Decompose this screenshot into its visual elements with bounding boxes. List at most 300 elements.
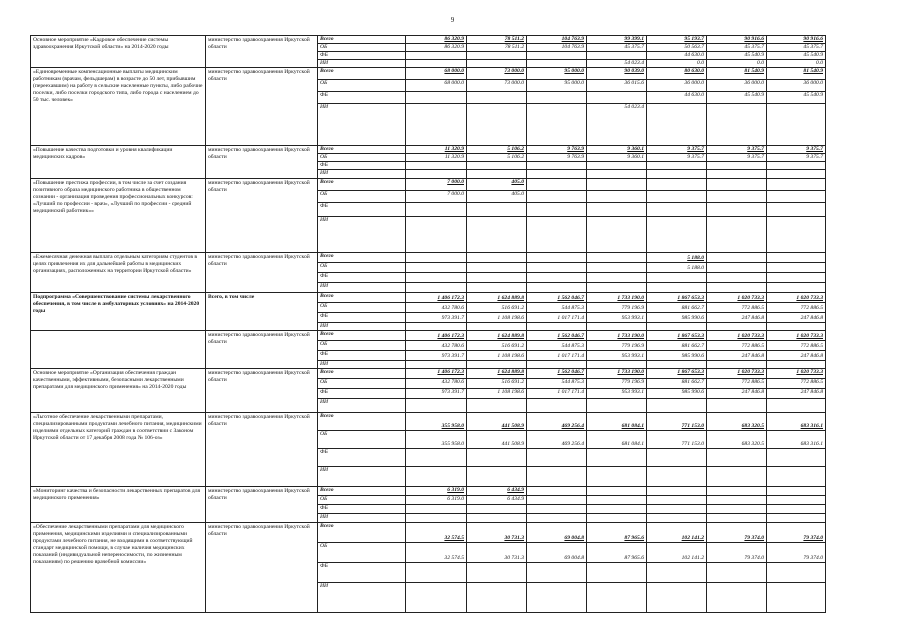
value-cell-y2018: 1 867 653.3	[647, 293, 707, 303]
value-cell-y2020	[767, 104, 826, 146]
value-cell-y2015: 405.0	[467, 179, 527, 191]
funding-source-cell: ОБ	[318, 44, 406, 52]
value-cell-y2020: 1 020 733.3	[767, 369, 826, 379]
value-cell-y2019: 772 886.5	[707, 341, 767, 351]
value-cell-y2016: 69 004.8	[527, 523, 587, 543]
value-cell-y2017: 9 360.1	[587, 154, 647, 162]
value-cell-y2018: 102 141.2	[647, 543, 707, 563]
value-cell-y2015	[467, 104, 527, 146]
value-cell-y2016: 469 256.4	[527, 413, 587, 431]
table-row	[31, 253, 826, 263]
value-cell-y2017	[587, 496, 647, 505]
value-cell-y2017	[587, 563, 647, 583]
value-cell-y2018: 985 990.6	[647, 351, 707, 361]
value-cell-y2018: 985 990.6	[647, 389, 707, 399]
value-cell-y2015: 441 508.9	[467, 431, 527, 449]
value-cell-y2016: 95 000.0	[527, 68, 587, 80]
value-cell-y2018: 9 375.7	[647, 154, 707, 162]
funding-source-cell: ФБ	[318, 162, 406, 170]
value-cell-y2014: 7 000.0	[406, 191, 467, 203]
value-cell-y2019	[707, 263, 767, 273]
value-cell-y2016: 95 000.0	[527, 80, 587, 92]
value-cell-y2015	[467, 253, 527, 263]
value-cell-y2014: 432 780.6	[406, 379, 467, 389]
funding-source-cell: ФБ	[318, 92, 406, 104]
funding-source-cell: ОБ	[318, 154, 406, 162]
value-cell-y2019: 247 846.8	[707, 389, 767, 399]
value-cell-y2017	[587, 449, 647, 467]
value-cell-y2014: 11 320.9	[406, 146, 467, 154]
value-cell-y2015	[467, 52, 527, 60]
value-cell-y2014: 32 574.5	[406, 543, 467, 563]
value-cell-y2019: 1 020 733.3	[707, 369, 767, 379]
value-cell-y2019	[707, 191, 767, 203]
funding-source-cell: Всего	[318, 413, 406, 431]
value-cell-y2017	[587, 92, 647, 104]
value-cell-y2015: 78 511.2	[467, 44, 527, 52]
value-cell-y2019: 79 374.0	[707, 543, 767, 563]
value-cell-y2018: 5 188.0	[647, 253, 707, 263]
value-cell-y2015: 73 000.0	[467, 68, 527, 80]
value-cell-y2019	[707, 323, 767, 331]
value-cell-y2016: 104 763.9	[527, 36, 587, 44]
value-cell-y2018: 102 141.2	[647, 523, 707, 543]
value-cell-y2014: 1 406 172.3	[406, 293, 467, 303]
value-cell-y2014	[406, 399, 467, 413]
value-cell-y2015: 5 106.2	[467, 154, 527, 162]
value-cell-y2017	[587, 505, 647, 514]
value-cell-y2018: 1 867 653.3	[647, 331, 707, 341]
value-cell-y2018	[647, 162, 707, 170]
value-cell-y2017	[587, 179, 647, 191]
value-cell-y2019: 1 020 733.3	[707, 331, 767, 341]
funding-source-cell: Всего	[318, 293, 406, 303]
value-cell-y2014	[406, 361, 467, 369]
value-cell-y2016: 1 562 046.7	[527, 369, 587, 379]
funding-source-cell: Всего	[318, 146, 406, 154]
value-cell-y2016	[527, 487, 587, 496]
value-cell-y2018: 881 662.7	[647, 379, 707, 389]
value-cell-y2018: 44 630.0	[647, 52, 707, 60]
value-cell-y2020: 247 846.8	[767, 389, 826, 399]
program-name-cell: Основное мероприятие «Организация обеспечения граждан качественными, эффективными, безопасными лекарственными препаратами для медицинского применения» на 2014-2020 годы	[31, 369, 206, 413]
value-cell-y2016	[527, 449, 587, 467]
value-cell-y2019	[707, 514, 767, 523]
table-row	[31, 179, 826, 191]
funding-source-cell: ОБ	[318, 191, 406, 203]
value-cell-y2015: 6 434.9	[467, 487, 527, 496]
value-cell-y2017	[587, 487, 647, 496]
value-cell-y2018	[647, 399, 707, 413]
value-cell-y2017: 54 023.4	[587, 60, 647, 68]
funding-source-cell: ОБ	[318, 341, 406, 351]
executor-cell: министерство здравоохранения Иркутской области	[206, 36, 318, 68]
value-cell-y2017	[587, 283, 647, 293]
value-cell-y2014: 7 000.0	[406, 179, 467, 191]
value-cell-y2020: 683 316.1	[767, 413, 826, 431]
value-cell-y2014	[406, 60, 467, 68]
value-cell-y2015: 1 624 889.8	[467, 369, 527, 379]
value-cell-y2019	[707, 253, 767, 263]
value-cell-y2014	[406, 449, 467, 467]
value-cell-y2020	[767, 583, 826, 613]
value-cell-y2018: 771 153.0	[647, 413, 707, 431]
value-cell-y2019	[707, 496, 767, 505]
executor-cell: министерство здравоохранения Иркутской области	[206, 413, 318, 487]
value-cell-y2014	[406, 467, 467, 487]
table-row	[31, 369, 826, 379]
program-name-cell: «Повышение качества подготовки и уровня квалификации медицинских кадров»	[31, 146, 206, 179]
value-cell-y2016	[527, 563, 587, 583]
funding-source-cell: ИИ	[318, 514, 406, 523]
value-cell-y2014: 973 391.7	[406, 389, 467, 399]
funding-source-cell: ОБ	[318, 263, 406, 273]
value-cell-y2014	[406, 92, 467, 104]
value-cell-y2016	[527, 179, 587, 191]
funding-source-cell: ФБ	[318, 449, 406, 467]
value-cell-y2020	[767, 487, 826, 496]
value-cell-y2018	[647, 191, 707, 203]
value-cell-y2019	[707, 273, 767, 283]
value-cell-y2015	[467, 563, 527, 583]
value-cell-y2020	[767, 361, 826, 369]
value-cell-y2018	[647, 217, 707, 253]
value-cell-y2018	[647, 283, 707, 293]
value-cell-y2015	[467, 323, 527, 331]
funding-source-cell: ФБ	[318, 273, 406, 283]
value-cell-y2018: 95 193.7	[647, 36, 707, 44]
value-cell-y2014	[406, 217, 467, 253]
value-cell-y2017	[587, 514, 647, 523]
value-cell-y2014	[406, 253, 467, 263]
value-cell-y2017	[587, 361, 647, 369]
value-cell-y2017: 1 733 190.0	[587, 331, 647, 341]
value-cell-y2015: 30 731.3	[467, 543, 527, 563]
value-cell-y2020	[767, 263, 826, 273]
funding-source-cell: Всего	[318, 369, 406, 379]
value-cell-y2015: 30 731.3	[467, 523, 527, 543]
value-cell-y2020	[767, 170, 826, 179]
value-cell-y2015	[467, 92, 527, 104]
value-cell-y2015: 516 691.2	[467, 341, 527, 351]
value-cell-y2019: 247 846.8	[707, 313, 767, 323]
value-cell-y2015: 6 434.9	[467, 496, 527, 505]
value-cell-y2016: 104 763.9	[527, 44, 587, 52]
value-cell-y2019	[707, 449, 767, 467]
table-body	[31, 36, 826, 613]
value-cell-y2020	[767, 399, 826, 413]
value-cell-y2017: 779 196.9	[587, 341, 647, 351]
value-cell-y2014	[406, 263, 467, 273]
value-cell-y2015: 405.0	[467, 191, 527, 203]
value-cell-y2017: 953 993.1	[587, 313, 647, 323]
value-cell-y2017: 87 965.6	[587, 523, 647, 543]
value-cell-y2020	[767, 217, 826, 253]
value-cell-y2015	[467, 162, 527, 170]
value-cell-y2018	[647, 361, 707, 369]
value-cell-y2015: 1 108 198.6	[467, 313, 527, 323]
value-cell-y2017	[587, 323, 647, 331]
value-cell-y2019	[707, 104, 767, 146]
value-cell-y2018	[647, 323, 707, 331]
value-cell-y2016	[527, 253, 587, 263]
value-cell-y2019	[707, 505, 767, 514]
value-cell-y2015	[467, 399, 527, 413]
value-cell-y2014: 11 320.9	[406, 154, 467, 162]
executor-cell: министерство здравоохранения Иркутской области	[206, 146, 318, 179]
value-cell-y2019: 45 540.9	[707, 92, 767, 104]
value-cell-y2017: 1 733 190.0	[587, 369, 647, 379]
value-cell-y2017	[587, 467, 647, 487]
value-cell-y2014: 68 000.0	[406, 80, 467, 92]
funding-source-cell: ФБ	[318, 313, 406, 323]
value-cell-y2014: 432 780.6	[406, 341, 467, 351]
value-cell-y2018	[647, 170, 707, 179]
value-cell-y2020: 1 020 733.3	[767, 293, 826, 303]
funding-source-cell: Всего	[318, 36, 406, 44]
value-cell-y2018	[647, 583, 707, 613]
value-cell-y2014: 1 406 172.3	[406, 331, 467, 341]
value-cell-y2016: 544 875.3	[527, 341, 587, 351]
value-cell-y2015: 1 108 198.6	[467, 389, 527, 399]
value-cell-y2017: 953 993.1	[587, 389, 647, 399]
value-cell-y2017: 87 965.6	[587, 543, 647, 563]
value-cell-y2018	[647, 104, 707, 146]
value-cell-y2016: 1 017 171.4	[527, 351, 587, 361]
value-cell-y2016	[527, 263, 587, 273]
value-cell-y2019: 772 886.5	[707, 303, 767, 313]
table-row	[31, 146, 826, 154]
value-cell-y2014: 973 391.7	[406, 313, 467, 323]
value-cell-y2019: 45 375.7	[707, 44, 767, 52]
value-cell-y2016	[527, 217, 587, 253]
funding-source-cell: ИИ	[318, 399, 406, 413]
value-cell-y2016: 1 017 171.4	[527, 389, 587, 399]
funding-source-cell: ОБ	[318, 379, 406, 389]
value-cell-y2020: 79 374.0	[767, 543, 826, 563]
value-cell-y2019: 81 540.9	[707, 68, 767, 80]
value-cell-y2019	[707, 361, 767, 369]
value-cell-y2014: 86 320.9	[406, 44, 467, 52]
value-cell-y2019	[707, 179, 767, 191]
value-cell-y2017	[587, 217, 647, 253]
value-cell-y2014	[406, 52, 467, 60]
value-cell-y2014	[406, 273, 467, 283]
page-number: 9	[450, 16, 455, 24]
table-row	[31, 36, 826, 44]
value-cell-y2018	[647, 505, 707, 514]
funding-source-cell: ИИ	[318, 361, 406, 369]
value-cell-y2016	[527, 162, 587, 170]
value-cell-y2016: 9 763.9	[527, 146, 587, 154]
value-cell-y2017: 99 399.1	[587, 36, 647, 44]
value-cell-y2014: 432 780.6	[406, 303, 467, 313]
value-cell-y2020: 90 916.6	[767, 36, 826, 44]
value-cell-y2014	[406, 563, 467, 583]
value-cell-y2019: 247 846.8	[707, 351, 767, 361]
program-name-cell: «Обеспечение лекарственными препаратами для медицинского применения, медицинскими изделиями и специализированными продуктами лечебного питания, не входящими в соответствующий стандарт медицинской помощи, в случае наличия медицинских показаний (индивидуальной непереносимости, по жизненным показаниям) по решению врачебной комиссии»	[31, 523, 206, 613]
funding-source-cell: ФБ	[318, 351, 406, 361]
value-cell-y2017: 9 360.1	[587, 146, 647, 154]
value-cell-y2016	[527, 92, 587, 104]
value-cell-y2015: 1 624 889.8	[467, 331, 527, 341]
value-cell-y2016	[527, 496, 587, 505]
funding-source-cell: Всего	[318, 253, 406, 263]
funding-source-cell: ИИ	[318, 283, 406, 293]
value-cell-y2020: 36 000.0	[767, 80, 826, 92]
value-cell-y2017: 953 993.1	[587, 351, 647, 361]
value-cell-y2015: 441 508.9	[467, 413, 527, 431]
value-cell-y2019	[707, 170, 767, 179]
value-cell-y2018: 1 867 653.3	[647, 369, 707, 379]
value-cell-y2016: 69 004.8	[527, 543, 587, 563]
executor-cell: министерство здравоохранения Иркутской области	[206, 487, 318, 523]
value-cell-y2014: 68 000.0	[406, 68, 467, 80]
funding-source-cell: ОБ	[318, 543, 406, 563]
value-cell-y2016: 9 763.9	[527, 154, 587, 162]
value-cell-y2020	[767, 253, 826, 263]
value-cell-y2017	[587, 273, 647, 283]
value-cell-y2018	[647, 487, 707, 496]
value-cell-y2017: 779 196.9	[587, 379, 647, 389]
value-cell-y2019: 45 540.9	[707, 52, 767, 60]
value-cell-y2020	[767, 191, 826, 203]
funding-source-cell: ИИ	[318, 323, 406, 331]
value-cell-y2020	[767, 323, 826, 331]
value-cell-y2019: 772 886.5	[707, 379, 767, 389]
value-cell-y2018: 50 563.7	[647, 44, 707, 52]
program-name-cell	[31, 331, 206, 369]
value-cell-y2019: 79 374.0	[707, 523, 767, 543]
value-cell-y2017: 681 084.1	[587, 431, 647, 449]
value-cell-y2019: 9 375.7	[707, 146, 767, 154]
value-cell-y2015	[467, 60, 527, 68]
value-cell-y2020: 247 846.8	[767, 313, 826, 323]
value-cell-y2017	[587, 162, 647, 170]
value-cell-y2018	[647, 179, 707, 191]
value-cell-y2016	[527, 467, 587, 487]
value-cell-y2019: 90 916.6	[707, 36, 767, 44]
value-cell-y2014	[406, 104, 467, 146]
value-cell-y2017	[587, 583, 647, 613]
value-cell-y2017: 681 084.1	[587, 413, 647, 431]
value-cell-y2018: 80 630.0	[647, 68, 707, 80]
value-cell-y2015	[467, 273, 527, 283]
value-cell-y2017	[587, 52, 647, 60]
value-cell-y2015: 516 691.2	[467, 303, 527, 313]
value-cell-y2015: 5 106.2	[467, 146, 527, 154]
value-cell-y2018	[647, 449, 707, 467]
funding-source-cell: Всего	[318, 68, 406, 80]
value-cell-y2020	[767, 505, 826, 514]
value-cell-y2015	[467, 449, 527, 467]
value-cell-y2018	[647, 496, 707, 505]
program-name-cell: Подпрограмма «Совершенствование системы лекарственного обеспечения, в том числе в амбулаторных условиях» на 2014-2020 годы	[31, 293, 206, 331]
value-cell-y2020: 9 375.7	[767, 146, 826, 154]
value-cell-y2017: 90 039.0	[587, 68, 647, 80]
table-row	[31, 487, 826, 496]
value-cell-y2015	[467, 170, 527, 179]
value-cell-y2017: 54 023.4	[587, 104, 647, 146]
executor-cell: министерство здравоохранения Иркутской области	[206, 179, 318, 253]
value-cell-y2020	[767, 203, 826, 217]
value-cell-y2020: 0.0	[767, 60, 826, 68]
value-cell-y2014	[406, 162, 467, 170]
value-cell-y2018: 0.0	[647, 60, 707, 68]
value-cell-y2016	[527, 170, 587, 179]
funding-source-cell: Всего	[318, 331, 406, 341]
funding-source-cell: ИИ	[318, 60, 406, 68]
value-cell-y2019	[707, 583, 767, 613]
value-cell-y2016	[527, 323, 587, 331]
value-cell-y2014	[406, 505, 467, 514]
value-cell-y2014: 355 958.0	[406, 413, 467, 431]
value-cell-y2018: 881 662.7	[647, 303, 707, 313]
value-cell-y2015	[467, 514, 527, 523]
value-cell-y2015	[467, 217, 527, 253]
value-cell-y2014: 6 319.0	[406, 487, 467, 496]
value-cell-y2020: 1 020 733.3	[767, 331, 826, 341]
value-cell-y2016	[527, 399, 587, 413]
value-cell-y2017	[587, 191, 647, 203]
funding-source-cell: ИИ	[318, 583, 406, 613]
budget-table	[30, 35, 826, 613]
value-cell-y2016	[527, 203, 587, 217]
value-cell-y2018: 985 990.6	[647, 313, 707, 323]
value-cell-y2016: 1 017 171.4	[527, 313, 587, 323]
value-cell-y2016	[527, 60, 587, 68]
value-cell-y2016	[527, 514, 587, 523]
value-cell-y2016: 544 875.3	[527, 379, 587, 389]
value-cell-y2017	[587, 253, 647, 263]
value-cell-y2014	[406, 203, 467, 217]
value-cell-y2019	[707, 563, 767, 583]
value-cell-y2014	[406, 283, 467, 293]
value-cell-y2018	[647, 514, 707, 523]
value-cell-y2016	[527, 283, 587, 293]
funding-source-cell: ФБ	[318, 563, 406, 583]
value-cell-y2018	[647, 273, 707, 283]
value-cell-y2020: 79 374.0	[767, 523, 826, 543]
value-cell-y2018: 771 153.0	[647, 431, 707, 449]
value-cell-y2019: 9 375.7	[707, 154, 767, 162]
value-cell-y2014	[406, 583, 467, 613]
value-cell-y2017	[587, 203, 647, 217]
table-row	[31, 68, 826, 80]
value-cell-y2018: 9 375.7	[647, 146, 707, 154]
value-cell-y2015: 78 511.2	[467, 36, 527, 44]
value-cell-y2015	[467, 283, 527, 293]
value-cell-y2016	[527, 273, 587, 283]
program-name-cell: «Мониторинг качества и безопасности лекарственных препаратов для медицинского применения»	[31, 487, 206, 523]
value-cell-y2016: 1 562 046.7	[527, 331, 587, 341]
value-cell-y2014: 32 574.5	[406, 523, 467, 543]
executor-cell: министерство здравоохранения Иркутской области	[206, 369, 318, 413]
value-cell-y2016	[527, 104, 587, 146]
value-cell-y2015: 1 108 198.6	[467, 351, 527, 361]
value-cell-y2017: 779 196.9	[587, 303, 647, 313]
value-cell-y2019	[707, 217, 767, 253]
value-cell-y2019: 683 320.5	[707, 431, 767, 449]
value-cell-y2019: 0.0	[707, 60, 767, 68]
value-cell-y2020	[767, 283, 826, 293]
value-cell-y2019: 683 320.5	[707, 413, 767, 431]
value-cell-y2017	[587, 263, 647, 273]
funding-source-cell: ИИ	[318, 104, 406, 146]
value-cell-y2020	[767, 273, 826, 283]
value-cell-y2016: 469 256.4	[527, 431, 587, 449]
value-cell-y2020	[767, 179, 826, 191]
